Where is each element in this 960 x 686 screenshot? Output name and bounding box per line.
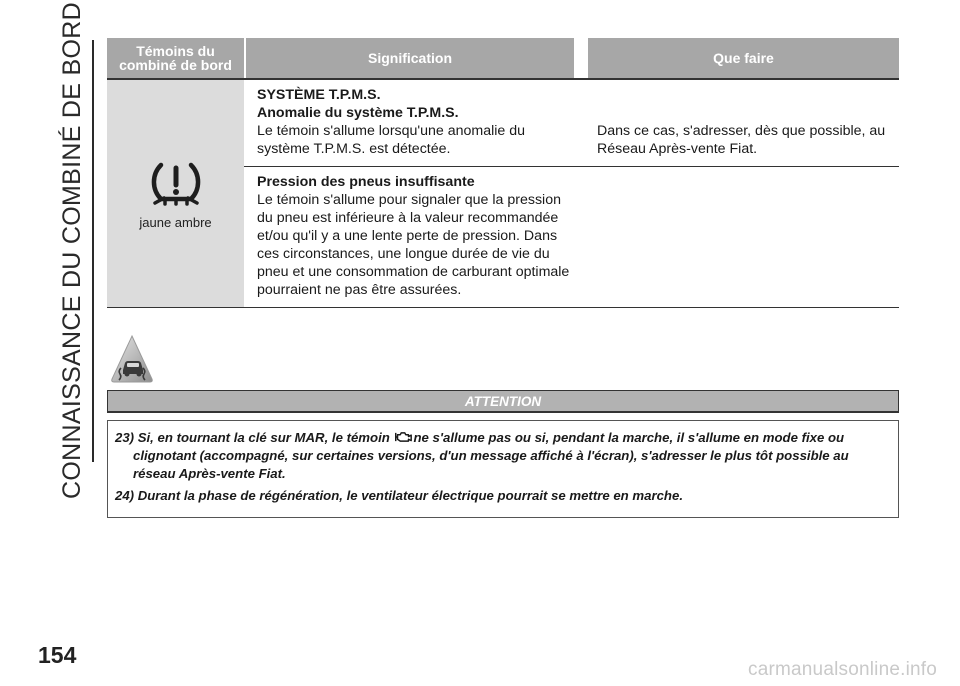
header-meaning: Signification — [246, 38, 574, 78]
chapter-side-rule — [92, 40, 94, 462]
row-title-anomaly: Anomalie du système T.P.M.S. — [257, 105, 459, 121]
note-23-text-after: ne s'allume pas ou si, pendant la marche, il s'allume en mode fixe ou clignotant (accompagné, sur certaines versions, d'un message affiché à l'écran), s'adresser le plus tôt possible au réseau Après-vente Fiat. — [133, 430, 849, 481]
table-row — [244, 80, 899, 166]
row-title-system: SYSTÈME T.P.M.S. — [257, 87, 381, 103]
attention-note-23 — [115, 429, 891, 483]
watermark: carmanualsonline.info — [748, 659, 938, 680]
table-header — [107, 38, 899, 78]
action-cell — [583, 80, 899, 166]
table-body — [107, 78, 899, 308]
attention-note-24: 24) Durant la phase de régénération, le ventilateur électrique pourrait se mettre en marche. — [115, 488, 683, 503]
meaning-cell — [244, 167, 583, 307]
car-skid-warning-icon — [110, 334, 154, 384]
table-rows — [244, 80, 899, 307]
meaning-cell — [244, 80, 583, 166]
indicator-color-label: jaune ambre — [139, 215, 212, 230]
chapter-title-text: CONNAISSANCE DU COMBINÉ DE BORD — [57, 1, 86, 499]
header-action: Que faire — [588, 38, 899, 78]
indicator-table — [107, 38, 899, 308]
chapter-side-title — [56, 1, 88, 499]
indicator-cell — [107, 80, 244, 307]
table-row — [244, 166, 899, 307]
row-description: Le témoin s'allume pour signaler que la pression du pneu est inférieure à la valeur recommandée et/ou qu'il y a une lente perte de pression. Dans ces circonstances, une longue durée de vie du pneu et une consommation de carburant optimale pourraient ne pas être assurées. — [257, 192, 570, 298]
header-indicators-line1: Témoins du — [136, 43, 215, 59]
attention-box — [107, 420, 899, 518]
note-23-text-before: 23) Si, en tournant la clé sur MAR, le témoin — [115, 430, 394, 445]
row-title-pressure: Pression des pneus insuffisante — [257, 174, 475, 190]
tpms-warning-icon — [141, 151, 211, 213]
row-action: Dans ce cas, s'adresser, dès que possible, au Réseau Après-vente Fiat. — [597, 123, 886, 157]
action-cell — [583, 167, 899, 307]
header-indicators — [107, 38, 244, 78]
page-number: 154 — [38, 642, 77, 668]
engine-check-icon — [393, 430, 413, 444]
attention-bar: ATTENTION — [107, 390, 899, 413]
header-indicators-line2: combiné de bord — [119, 57, 232, 73]
row-description: Le témoin s'allume lorsqu'une anomalie du système T.P.M.S. est détectée. — [257, 123, 526, 157]
